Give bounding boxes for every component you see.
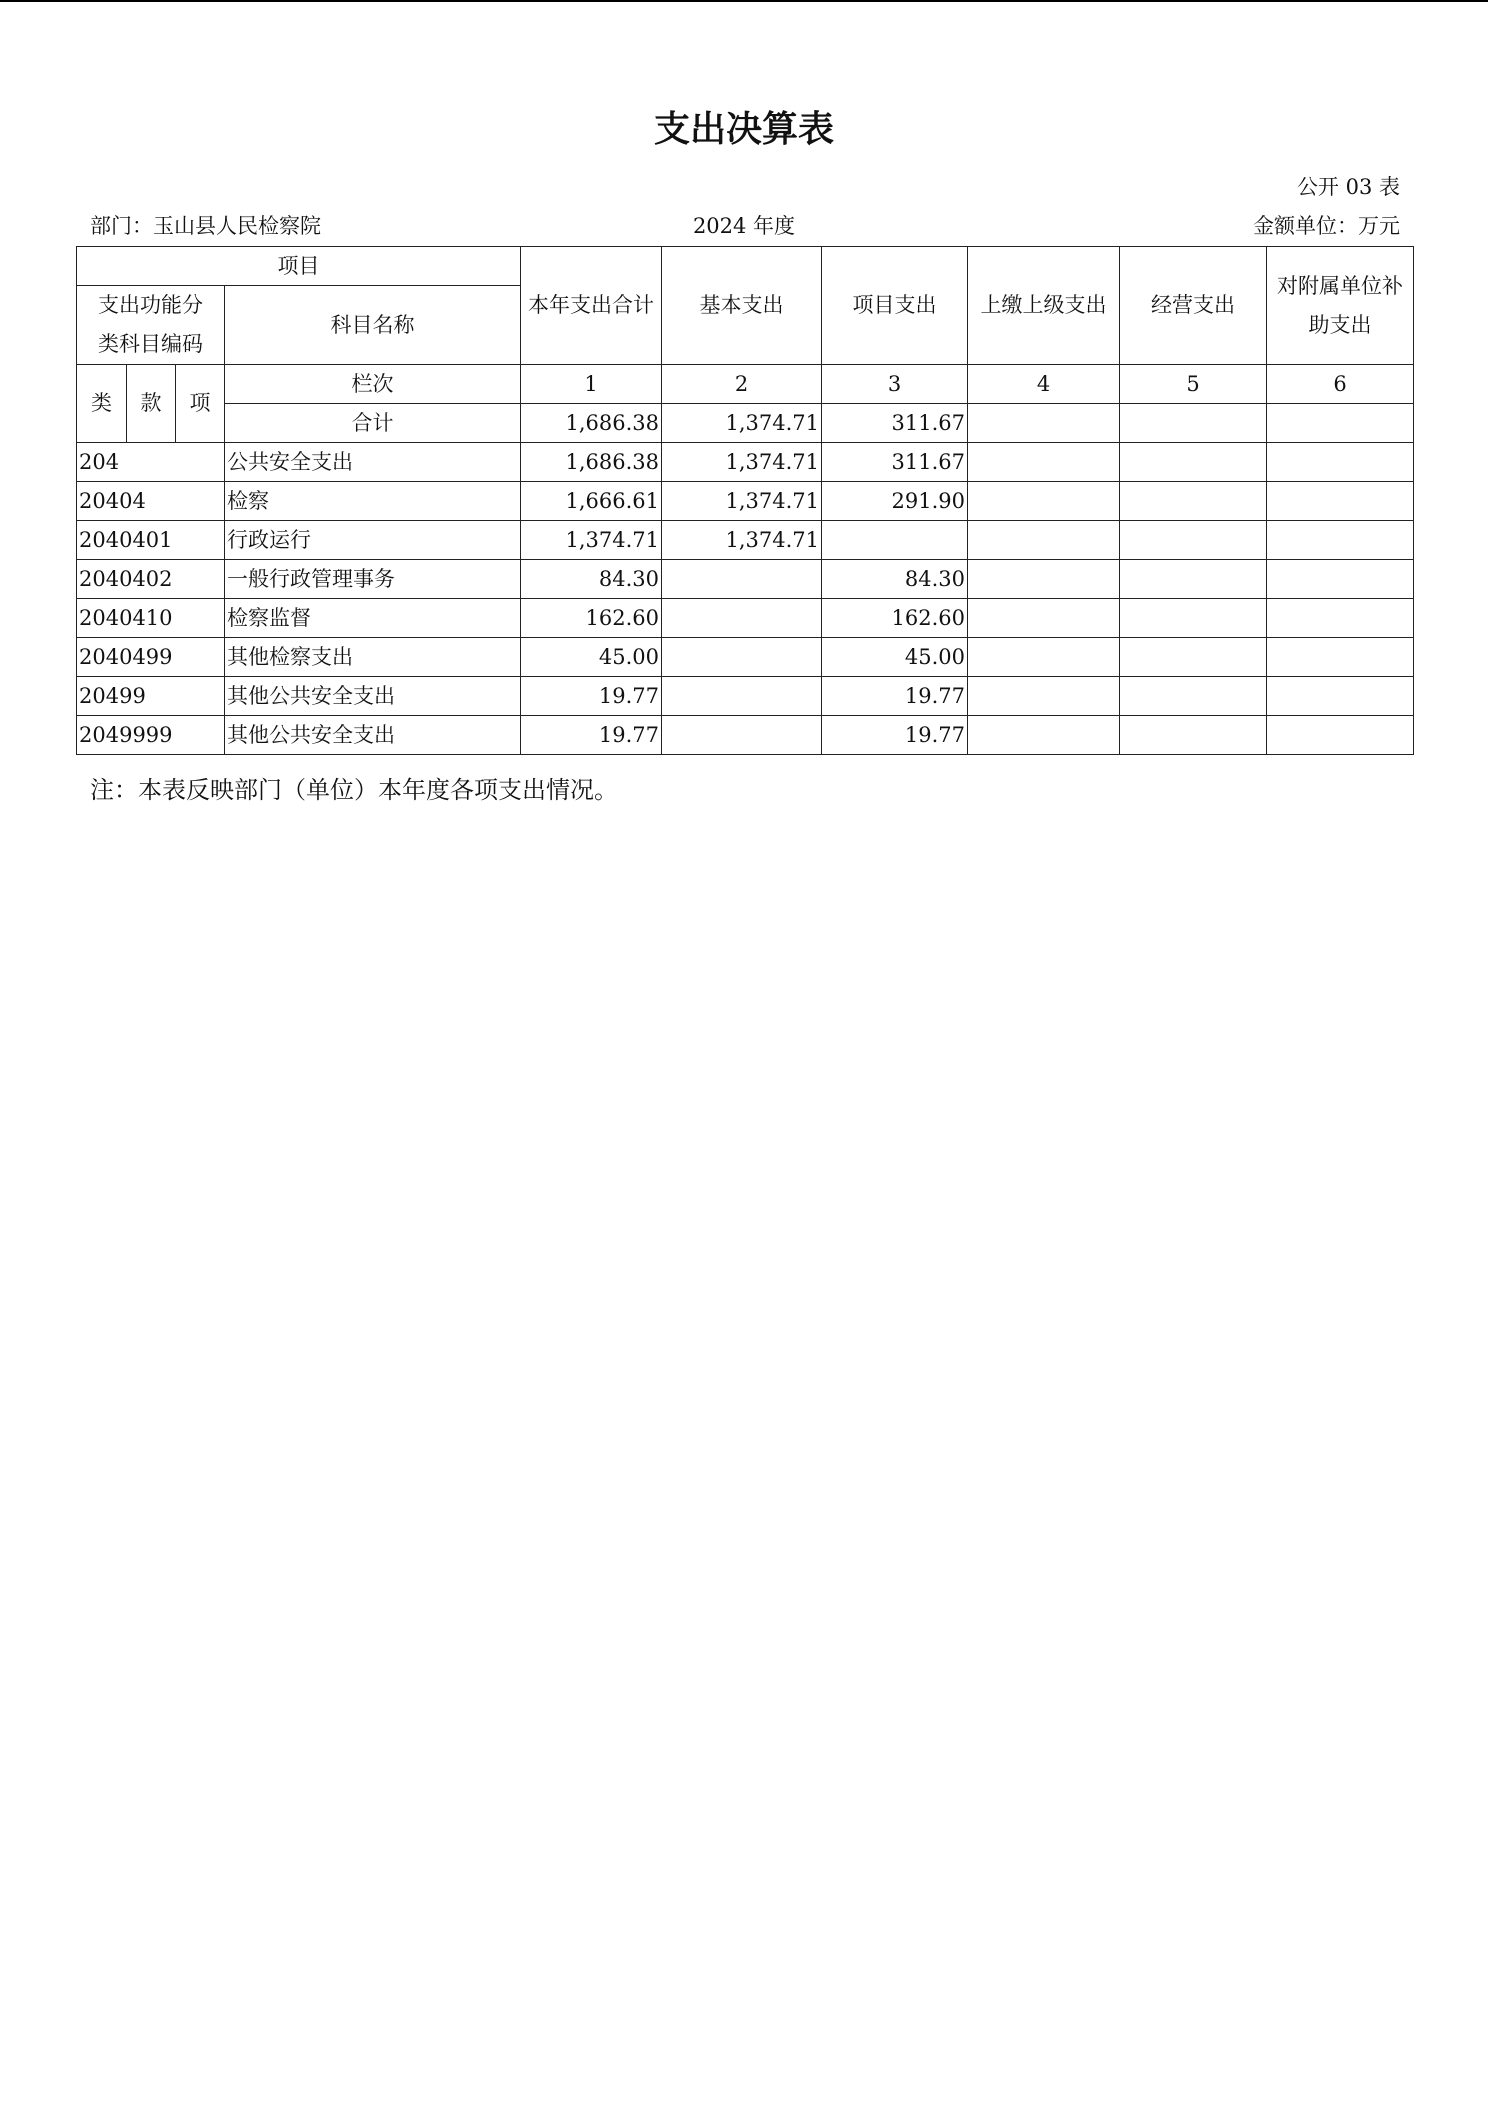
row-value (1267, 677, 1414, 716)
col-header-subsidy: 对附属单位补助支出 (1267, 247, 1414, 365)
row-name: 其他检察支出 (225, 638, 521, 677)
row-value: 84.30 (521, 560, 662, 599)
row-value (1120, 638, 1267, 677)
row-name: 一般行政管理事务 (225, 560, 521, 599)
row-value: 19.77 (822, 716, 968, 755)
row-value (968, 716, 1120, 755)
row-code: 2040402 (77, 560, 225, 599)
row-value: 291.90 (822, 482, 968, 521)
total-value (1120, 404, 1267, 443)
row-value (1267, 599, 1414, 638)
table-row (77, 677, 1414, 716)
row-code: 20499 (77, 677, 225, 716)
form-number: 公开 03 表 (1296, 175, 1400, 199)
sub-code-section: 款 (127, 365, 176, 443)
row-value (1267, 638, 1414, 677)
row-value: 1,374.71 (662, 521, 822, 560)
row-name: 公共安全支出 (225, 443, 521, 482)
col-number: 6 (1267, 365, 1414, 404)
row-name: 其他公共安全支出 (225, 716, 521, 755)
table-row (77, 716, 1414, 755)
row-value: 19.77 (822, 677, 968, 716)
total-value: 1,374.71 (662, 404, 822, 443)
table-row (77, 599, 1414, 638)
row-value (968, 443, 1120, 482)
sub-code-item: 项 (176, 365, 225, 443)
row-name: 检察 (225, 482, 521, 521)
row-value (662, 599, 822, 638)
row-value: 84.30 (822, 560, 968, 599)
col-header-total: 本年支出合计 (521, 247, 662, 365)
col-number: 3 (822, 365, 968, 404)
row-value (968, 521, 1120, 560)
row-code: 2049999 (77, 716, 225, 755)
col-number: 2 (662, 365, 822, 404)
col-number: 1 (521, 365, 662, 404)
page-top-border (0, 0, 1488, 2)
row-value (1267, 443, 1414, 482)
total-label: 合计 (225, 404, 521, 443)
col-number: 4 (968, 365, 1120, 404)
total-value: 311.67 (822, 404, 968, 443)
row-value (968, 638, 1120, 677)
department-label: 部门：玉山县人民检察院 (90, 214, 321, 238)
amount-unit-label: 金额单位：万元 (1253, 214, 1400, 238)
row-code: 204 (77, 443, 225, 482)
row-value (1267, 521, 1414, 560)
col-header-operating: 经营支出 (1120, 247, 1267, 365)
row-code: 20404 (77, 482, 225, 521)
col-header-basic: 基本支出 (662, 247, 822, 365)
row-value: 1,686.38 (521, 443, 662, 482)
expenditure-table (76, 246, 1414, 755)
header-row-index (77, 365, 1414, 404)
total-value (1267, 404, 1414, 443)
row-value (1120, 677, 1267, 716)
row-value (1267, 482, 1414, 521)
fiscal-year-label: 2024 年度 (692, 214, 796, 238)
sub-code-class: 类 (77, 365, 127, 443)
row-value (1267, 560, 1414, 599)
row-value (662, 677, 822, 716)
table-row (77, 638, 1414, 677)
row-value (968, 599, 1120, 638)
row-value: 311.67 (822, 443, 968, 482)
row-value: 1,374.71 (521, 521, 662, 560)
row-value (662, 560, 822, 599)
row-value: 1,666.61 (521, 482, 662, 521)
col-index-label: 栏次 (225, 365, 521, 404)
row-value (968, 560, 1120, 599)
row-name: 行政运行 (225, 521, 521, 560)
table-row (77, 560, 1414, 599)
total-value: 1,686.38 (521, 404, 662, 443)
row-value (1267, 716, 1414, 755)
col-number: 5 (1120, 365, 1267, 404)
row-value (1120, 443, 1267, 482)
header-row-project (77, 247, 1414, 286)
row-code: 2040401 (77, 521, 225, 560)
col-header-remit-superior: 上缴上级支出 (968, 247, 1120, 365)
page-title: 支出决算表 (653, 109, 834, 150)
table-row (77, 521, 1414, 560)
row-name: 检察监督 (225, 599, 521, 638)
total-value (968, 404, 1120, 443)
row-code: 2040499 (77, 638, 225, 677)
row-value (662, 638, 822, 677)
row-value: 1,374.71 (662, 482, 822, 521)
row-value (1120, 716, 1267, 755)
code-header: 支出功能分类科目编码 (77, 286, 225, 365)
row-value (1120, 560, 1267, 599)
row-value: 162.60 (521, 599, 662, 638)
row-code: 2040410 (77, 599, 225, 638)
row-value (662, 716, 822, 755)
row-value: 45.00 (822, 638, 968, 677)
row-value: 1,374.71 (662, 443, 822, 482)
row-value: 162.60 (822, 599, 968, 638)
row-value: 19.77 (521, 716, 662, 755)
table-note: 注：本表反映部门（单位）本年度各项支出情况。 (90, 776, 618, 804)
row-value: 19.77 (521, 677, 662, 716)
row-value (1120, 521, 1267, 560)
col-header-project: 项目支出 (822, 247, 968, 365)
row-value: 45.00 (521, 638, 662, 677)
row-value (1120, 599, 1267, 638)
total-row (77, 404, 1414, 443)
project-header: 项目 (77, 247, 521, 286)
name-header: 科目名称 (225, 286, 521, 365)
row-value (822, 521, 968, 560)
row-value (968, 677, 1120, 716)
row-value (1120, 482, 1267, 521)
table-row (77, 482, 1414, 521)
table-row (77, 443, 1414, 482)
row-value (968, 482, 1120, 521)
row-name: 其他公共安全支出 (225, 677, 521, 716)
